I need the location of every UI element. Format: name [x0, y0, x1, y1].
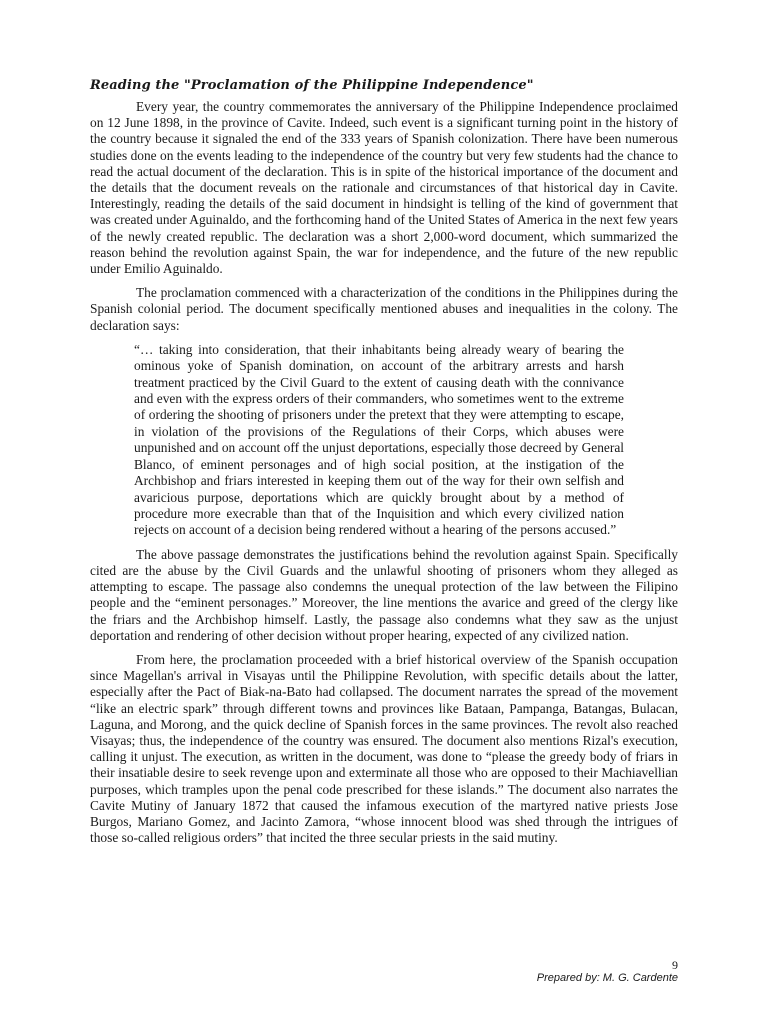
paragraph-historical-overview: From here, the proclamation proceeded with a brief historical overview of the Spanish occupation since Magellan's arrival in Visayas until the Philippine Revolution, with specific details about the latter, especially after the Pact of Biak-na-Bato had collapsed. The document narrates the spread of the movement “like an electric spark” through different towns and provinces like Bataan, Pampanga, Batangas, Bulacan, Laguna, and Morong, and the quick decline of Spanish forces in the same provinces. The revolt also reached Visayas; thus, the independence of the country was ensured. The document also mentions Rizal's execution, calling it unjust. The execution, as written in the document, was done to “please the greedy body of friars in their insatiable desire to seek revenge upon and exterminate all those who are opposed to their Machiavellian purposes, which tramples upon the penal code prescribed for these islands.” The document also narrates the Cavite Mutiny of January 1872 that caused the infamous execution of the martyred native priests Jose Burgos, Mariano Gomez, and Jacinto Zamora, “whose innocent blood was shed through the intrigues of those so-called religious orders” that incited the three secular priests in the said mutiny. [90, 651, 678, 846]
document-page [90, 78, 678, 854]
paragraph-justifications: The above passage demonstrates the justifications behind the revolution against Spain. Specifically cited are the abuse by the Civil Guards and the unlawful shooting of prisoners whom they alleged as attempting to escape. The passage also condemns the unequal protection of the law between the Filipino people and the “eminent personages.” Moreover, the line mentions the avarice and greed of the clergy like the friars and the Archbishop himself. Lastly, the passage also condemns what they saw as the unjust deportation and rendering of other decision without proper hearing, expected of any civilized nation. [90, 546, 678, 643]
paragraph-intro: Every year, the country commemorates the anniversary of the Philippine Independence proclaimed on 12 June 1898, in the province of Cavite. Indeed, such event is a significant turning point in the history of the country because it signaled the end of the 333 years of Spanish colonization. There have been numerous studies done on the events leading to the independence of the country but very few students had the chance to read the actual document of the declaration. This is in spite of the historical importance of the document and the details that the document reveals on the rationale and circumstances of that historical day in Cavite. Interestingly, reading the details of the said document in hindsight is telling of the kind of government that was created under Aguinaldo, and the forthcoming hand of the United States of America in the next few years of the newly created republic. The declaration was a short 2,000-word document, which summarized the reason behind the revolution against Spain, the war for independence, and the future of the new republic under Emilio Aguinaldo. [90, 99, 678, 277]
document-title: Reading the "Proclamation of the Philippine Independence" [90, 78, 534, 93]
prepared-by: Prepared by: M. G. Cardente [536, 972, 678, 984]
page-number: 9 [672, 958, 678, 972]
block-quote: “… taking into consideration, that their inhabitants being already weary of bearing the ominous yoke of Spanish domination, on account of the arbitrary arrests and harsh treatment practiced by the Civil Guard to the extent of causing death with the connivance and even with the express orders of their commanders, who sometimes went to the extreme of ordering the shooting of prisoners under the pretext that they were attempting to escape, in violation of the provisions of the Regulations of their Corps, which abuses were unpunished and on account off the unjust deportations, especially those decreed by General Blanco, of eminent personages and of high social position, at the instigation of the Archbishop and friars interested in keeping them out of the way for their own selfish and avaricious purpose, deportations which are quickly brought about by a method of procedure more execrable than that of the Inquisition and which every civilized nation rejects on account of a decision being rendered without a hearing of the persons accused.” [134, 341, 624, 538]
paragraph-proclamation: The proclamation commenced with a characterization of the conditions in the Philippines during the Spanish colonial period. The document specifically mentioned abuses and inequalities in the colony. The declaration says: [90, 285, 678, 333]
